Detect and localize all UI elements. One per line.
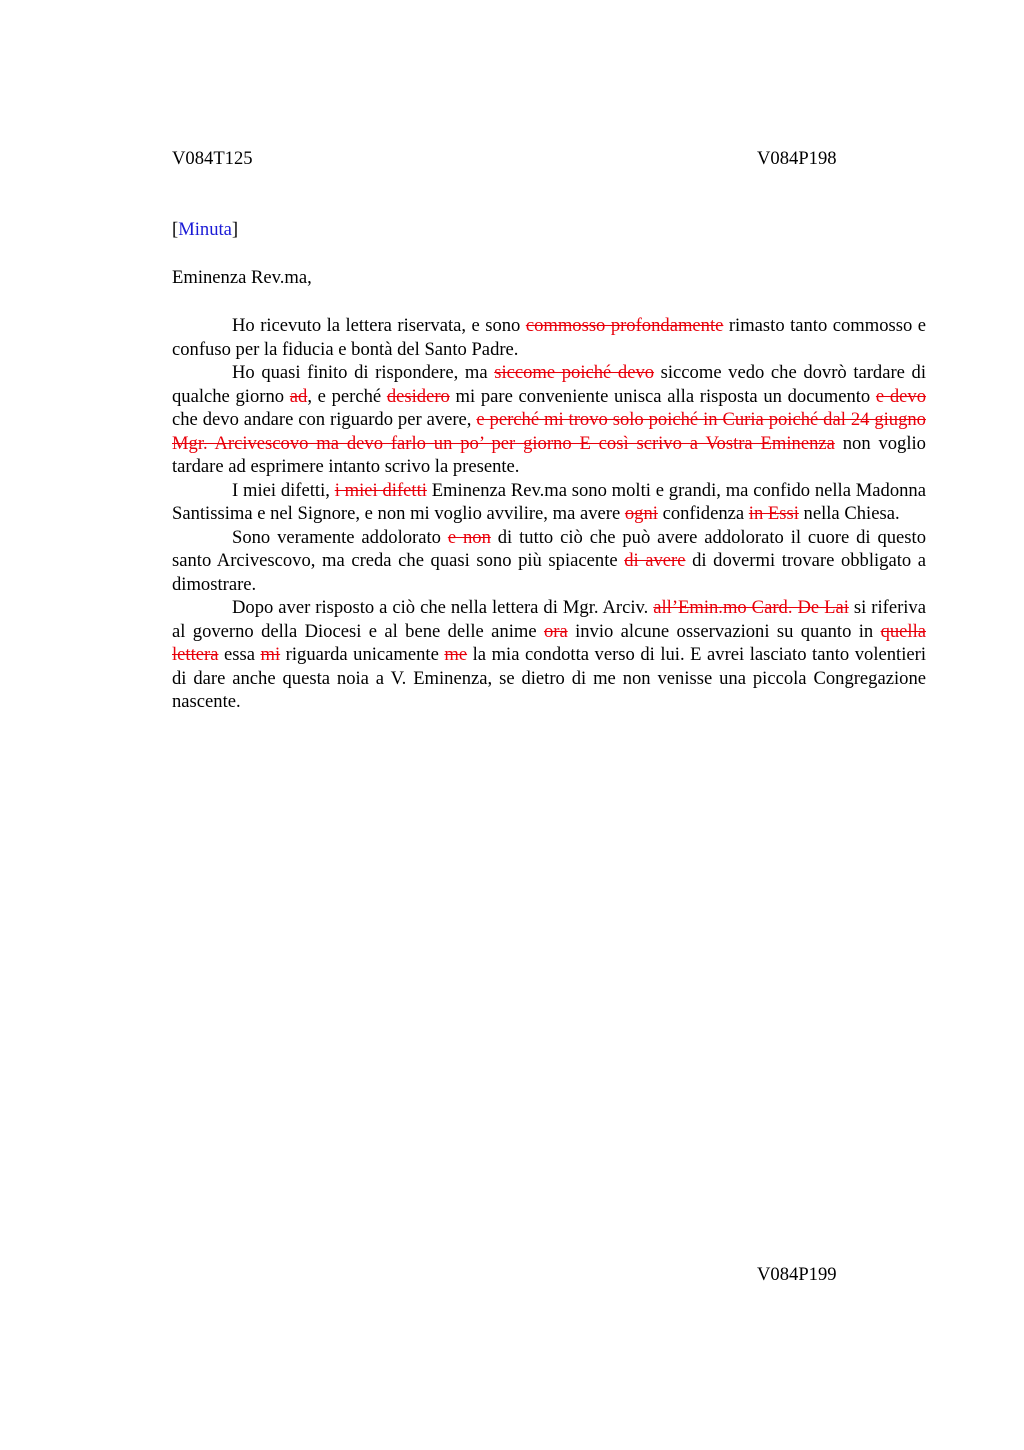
editor-note-close-bracket: ] — [231, 219, 239, 240]
paragraph-text: Dopo aver risposto a ciò che nella lettera di Mgr. Arciv. — [232, 597, 654, 618]
paragraph-text: I miei difetti, — [232, 479, 335, 501]
paragraph-text: essa — [218, 644, 261, 665]
editor-note-open-bracket: [ — [172, 219, 179, 240]
paragraph-text: nella Chiesa. — [798, 503, 900, 524]
paragraph-text: rimasto tanto commosso e confuso per la fiducia e bontà del Santo Padre. — [172, 315, 926, 360]
letter-body — [172, 314, 926, 714]
deleted-text: in Essi — [748, 503, 799, 524]
paragraph-text: , e perché — [307, 385, 387, 407]
paragraph-text: riguarda unicamente — [280, 644, 445, 665]
deleted-text: siccome poiché devo — [494, 362, 655, 383]
paragraph-text: la mia condotta verso di lui. E avrei lasciato tanto volentieri di dare anche questa noia a V. Eminenza, se dietro di me non venisse una piccola Congregazione nascente. — [172, 644, 926, 712]
deleted-text: e devo — [875, 385, 927, 407]
deleted-text: commosso profondamente — [525, 315, 724, 336]
deleted-text: i miei difetti — [334, 479, 427, 501]
paragraph-text: Sono veramente addolorato — [232, 526, 448, 548]
deleted-text: me — [444, 644, 468, 665]
footer-right-code: V084P199 — [757, 1264, 837, 1285]
deleted-text: ora — [543, 620, 568, 642]
salutation: Eminenza Rev.ma, — [172, 267, 312, 288]
paragraph-text: Ho quasi finito di rispondere, ma — [232, 362, 495, 383]
deleted-text: quella lettera — [172, 620, 927, 665]
header-right-code: V084P198 — [757, 148, 837, 169]
paragraph — [172, 596, 926, 714]
paragraph-text: non voglio tardare ad esprimere intanto scrivo la presente. — [172, 432, 926, 477]
paragraph — [172, 479, 926, 526]
paragraph-text: siccome vedo che dovrò tardare di qualche giorno — [172, 362, 926, 407]
paragraph — [172, 361, 926, 479]
deleted-text: all’Emin.mo Card. De Lai — [653, 597, 849, 618]
deleted-text: di avere — [624, 550, 686, 571]
paragraph-text: mi pare conveniente unisca alla risposta un documento — [449, 385, 876, 407]
paragraph-text: di dovermi trovare obbligato a dimostrare. — [172, 550, 927, 595]
deleted-text: desidero — [386, 385, 450, 407]
deleted-text: ad — [289, 385, 308, 407]
paragraph-text: che devo andare con riguardo per avere, — [172, 409, 477, 430]
paragraph — [172, 526, 926, 597]
editor-note-label: Minuta — [178, 219, 232, 240]
paragraph-text: si riferiva al governo della Diocesi e al bene delle anime — [172, 597, 926, 642]
paragraph — [172, 314, 926, 361]
editor-note — [172, 218, 238, 242]
paragraph-text: Eminenza Rev.ma sono molti e grandi, ma confido nella Madonna Santissima e nel Signore, e non mi voglio avvilire, ma avere — [172, 479, 926, 524]
paragraph-text: confidenza — [657, 503, 749, 524]
paragraph-text: Ho ricevuto la lettera riservata, e sono — [232, 315, 526, 336]
paragraph-text: di tutto ciò che può avere addolorato il cuore di questo santo Arcivescovo, ma creda che quasi sono più spiacente — [172, 526, 926, 571]
deleted-text: ogni — [624, 503, 658, 524]
paragraph-text: invio alcune osservazioni su quanto in — [567, 620, 881, 642]
deleted-text: mi — [260, 644, 281, 665]
deleted-text: e perché mi trovo solo poiché in Curia poiché dal 24 giugno Mgr. Arcivescovo ma devo farlo un po’ per giorno E così scrivo a Vostra Eminenza — [172, 409, 926, 454]
header-left-code: V084T125 — [172, 148, 253, 169]
deleted-text: e non — [447, 526, 491, 548]
